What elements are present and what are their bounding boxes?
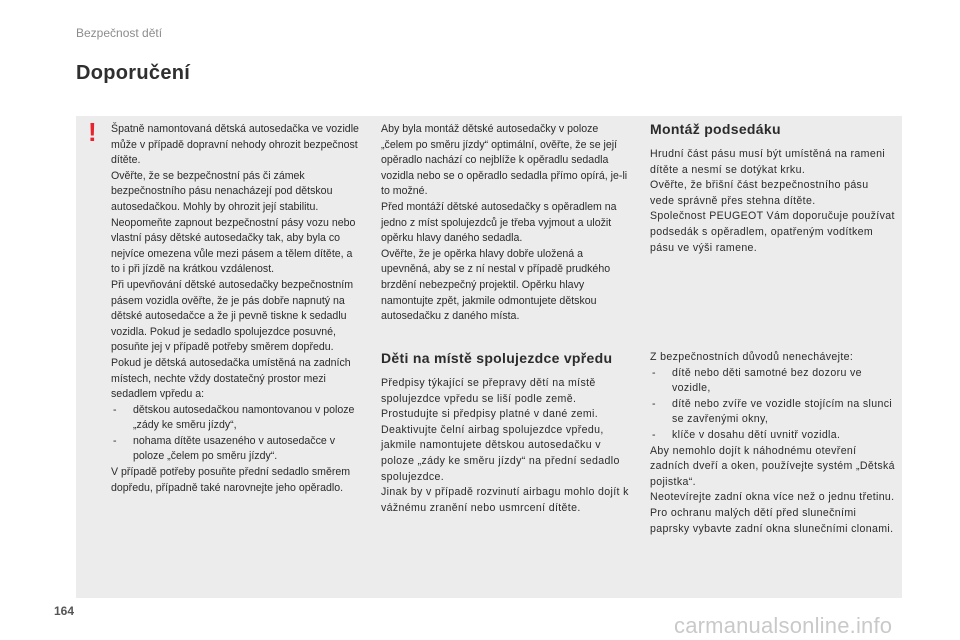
paragraph: Ověřte, že břišní část bezpečnostního pásu vede správně přes stehna dítěte. (650, 179, 869, 207)
paragraph: Deaktivujte čelní airbag spolujezdce vpředu, jakmile namontujete dětskou autosedačku v poloze „zády ke směru jízdy“ na přední sedadlo spolujezdce. (381, 423, 620, 483)
paragraph: Pokud je dětská autosedačka umístěná na zadních místech, nechte vždy dostatečný prostor mezi sedadlem vpředu a: (111, 356, 351, 401)
paragraph: Aby byla montáž dětské autosedačky v poloze „čelem po směru jízdy“ optimální, ověřte, že se její opěradlo nachází co nejblíže k opěradlu sedadla vozidla nebo se o opěradlo sedadla přímo opírá, je-li to možné. (381, 123, 628, 198)
paragraph: Neotevírejte zadní okna více než o jednu třetinu. (650, 491, 895, 504)
paragraph: Společnost PEUGEOT Vám doporučuje používat podsedák s opěradlem, opatřeným vodítkem pásu ve výši ramene. (650, 210, 895, 254)
list-item: - dětskou autosedačkou namontovanou v poloze „zády ke směru jízdy“, (111, 403, 359, 434)
column-mounting (381, 122, 633, 325)
paragraph: Hrudní část pásu musí být umístěná na rameni dítěte a nesmí se dotýkat krku. (650, 148, 886, 176)
list-item: - dítě nebo děti samotné bez dozoru ve vozidle, (650, 366, 895, 397)
paragraph: Pro ochranu malých dětí před slunečními paprsky vybavte zadní okna slunečními clonami. (650, 506, 894, 535)
paragraph: Při upevňování dětské autosedačky bezpečnostním pásem vozidla ověřte, že je pás dobře napnutý na dětské autosedačce a že ji pevně tiskne k sedadlu vozidla. Pokud je sedadlo spolujezdce posuvné, posuňte jej v případě potřeby směrem dopředu. (111, 278, 354, 354)
list-item: - nohama dítěte usazeného v autosedačce v poloze „čelem po směru jízdy“. (111, 434, 359, 465)
column-warning (111, 122, 359, 496)
paragraph: Ověřte, že se bezpečnostní pás či zámek bezpečnostního pásu nenacházejí pod dětskou autosedačkou. Mohly by ohrozit její stabilitu. (111, 169, 333, 213)
paragraph: Neopomeňte zapnout bezpečnostní pásy vozu nebo vlastní pásy dětské autosedačky tak, aby byla co nejvíce omezena vůle mezi pásem a tělem dítěte, a to i při jízdě na krátkou vzdálenost. (111, 216, 356, 276)
paragraph: Jinak by v případě rozvinutí airbagu mohlo dojít k vážnému zranění nebo usmrcení dítěte. (381, 486, 629, 514)
page-heading: Doporučení (76, 62, 191, 84)
paragraph: V případě potřeby posuňte přední sedadlo směrem dopředu, případně také narovnejte jeho opěradlo. (111, 466, 351, 494)
watermark: carmanualsonline.info (674, 613, 893, 638)
paragraph: Z bezpečnostních důvodů nenechávejte: (650, 351, 854, 363)
page-number: 164 (54, 604, 75, 618)
exclamation-warning-icon: ! (88, 117, 97, 147)
column-safety-tips (650, 350, 895, 537)
section-heading: Montáž podsedáku (650, 121, 781, 137)
list-item: - klíče v dosahu dětí uvnitř vozidla. (650, 428, 895, 444)
paragraph: Špatně namontovaná dětská autosedačka ve vozidle může v případě dopravní nehody ohrozit bezpečnost dítěte. (111, 123, 359, 167)
section-booster-seat (650, 121, 895, 256)
paragraph: Před montáží dětské autosedačky s opěradlem na jedno z míst spolujezdců je třeba vyjmout a uložit opěrku hlavy daného sedadla. (381, 200, 617, 245)
list-item: - dítě nebo zvíře ve vozidle stojícím na slunci se zavřenými okny, (650, 397, 895, 428)
paragraph: Ověřte, že je opěrka hlavy dobře uložená a upevněná, aby se z ní nestal v případě prudkého brzdění nebezpečný projektil. Opěrku hlavy namontujte zpět, jakmile odmontujete dětskou autosedačku z daného místa. (381, 247, 611, 323)
paragraph: Předpisy týkající se přepravy dětí na místě spolujezdce vpředu se liší podle země. Prostudujte si předpisy platné v dané zemi. (381, 377, 599, 421)
section-front-passenger (381, 350, 631, 516)
section-heading: Děti na místě spolujezdce vpředu (381, 350, 613, 366)
paragraph: Aby nemohlo dojít k náhodnému otevření zadních dveří a oken, používejte systém „Dětská pojistka“. (650, 444, 895, 488)
section-title: Bezpečnost dětí (76, 26, 163, 40)
